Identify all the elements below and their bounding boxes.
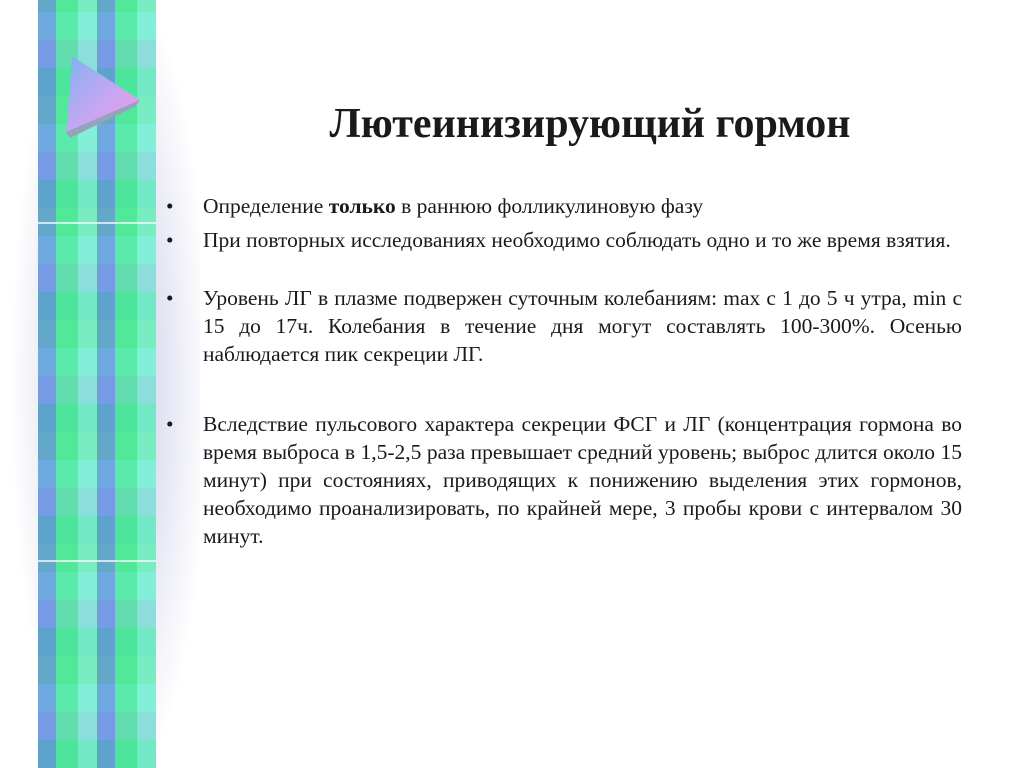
- bullet-text: в раннюю фолликулиновую фазу: [395, 194, 704, 218]
- band-divider: [38, 222, 156, 224]
- bullet-text: Уровень ЛГ в плазме подвержен суточным колебаниям: max с 1 до 5 ч утра, min с 15 до 17ч. Колебания в течение дня могут составлять 100-300%. Осенью наблюдается пик секреции ЛГ.: [203, 286, 962, 366]
- bullet-emphasis: только: [328, 194, 396, 218]
- bullet-text: Вследствие пульсового характера секреции ФСГ и ЛГ (концентрация гормона во время выброса в 1,5-2,5 раза превышает средний уровень; выброс длится около 15 минут) при состояниях, приводящих к понижению выделения этих гормонов, необходимо проанализировать, по крайней мере, 3 пробы крови с интервалом 30 минут.: [203, 412, 962, 548]
- bullet-list: [160, 192, 962, 550]
- triangle-icon: [60, 52, 144, 144]
- bullet-item: [160, 192, 962, 220]
- band-divider: [38, 560, 156, 562]
- bullet-text: Определение: [203, 194, 329, 218]
- slide-title: Лютеинизирующий гормон: [329, 101, 851, 147]
- bullet-item: [160, 410, 962, 550]
- bullet-item: [160, 284, 962, 368]
- bullet-text: При повторных исследованиях необходимо соблюдать одно и то же время взятия.: [203, 228, 951, 252]
- bullet-item: [160, 226, 962, 254]
